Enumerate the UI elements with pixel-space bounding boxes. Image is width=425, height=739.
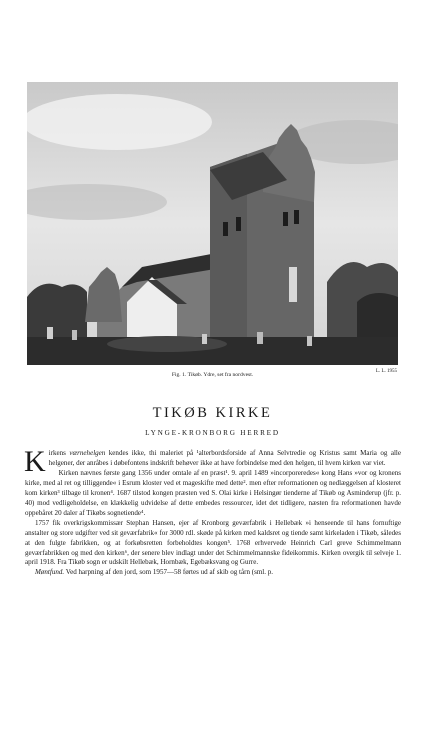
- paragraph-4-text: Ved harpning af den jord, som 1957—58 førtes ud af skib og tårn (sml. p.: [64, 568, 274, 577]
- figure-caption: [27, 369, 398, 381]
- page-subtitle: LYNGE-KRONBORG HERRED: [145, 429, 280, 437]
- page-title: TIKØB KIRKE: [152, 405, 273, 421]
- paragraph-coin-finds: [25, 568, 401, 578]
- term-vaernehelgen: værnehelgen: [69, 449, 106, 457]
- paragraph-1-start: irkens: [48, 449, 70, 457]
- photo-credit: L. L. 1955: [375, 369, 397, 374]
- drop-cap: K: [24, 445, 46, 478]
- term-montfund: Møntfund.: [35, 568, 65, 577]
- paragraph-ownership: 1757 fik overkrigskommissær Stephan Hansen, ejer af Kronborg geværfabrik i Hellebæk »i henseende til hans fornuftige anstalter og store udgifter ved sit geværfabrik« for 3000 rdl. skøde på kirken med kaldsret og tiende samt kirkeladen i Tikøb, således at den fulgte fabrikken, og at forkøbsretten forbeholdtes kongen⁵. 1768 erhvervede Heinrich Carl greve Schimmelmann geværfabrikken og med den kirken⁶, der senere blev indlagt under det Schimmelmannske fideikommis. Kirken overgik til selveje 1. april 1918. Fra Tikøb sogn er udskilt Hellebæk, Hornbæk, Egebæksvang og Gurre.: [25, 518, 401, 567]
- paragraph-history: Kirken nævnes første gang 1356 under omtale af en præst¹. 9. april 1489 »incorporeredes« kong Hans »vor og kronens kirke, med al ret og tilliggende« i Esrum kloster ved et mageskifte med dette². men efter reformationen og nedlæggelsen af klosteret kom kirken³ tilbage til kronen⁴. 1687 tilstod kongen præsten ved S. Olai kirke i Helsingør tienderne af Tikøb og Asminderup (jfr. p. 40) mod vedligeholdelse, en klækkelig udvidelse af dette embedes ressourcer, idet det tidligere, næsten fra reformationen havde oppebåret 20 daler af Tikøbs sognetiende⁴.: [25, 468, 401, 517]
- paragraph-patron-saint: [24, 445, 401, 478]
- paragraph-1-rest: kendes ikke, thi maleriet på ¹alterbordsforside af Anna Selvtredie og Kristus samt Maria og alle helgener, der anråbes i døbefontens indskrift behøver ikke at have forbindelse med den helgen, til hvem kirken var viet.: [48, 449, 401, 467]
- article-body: [24, 445, 401, 578]
- caption-text: Fig. 1. Tikøb. Ydre, set fra nordvest.: [171, 372, 254, 378]
- church-photograph: [27, 82, 398, 365]
